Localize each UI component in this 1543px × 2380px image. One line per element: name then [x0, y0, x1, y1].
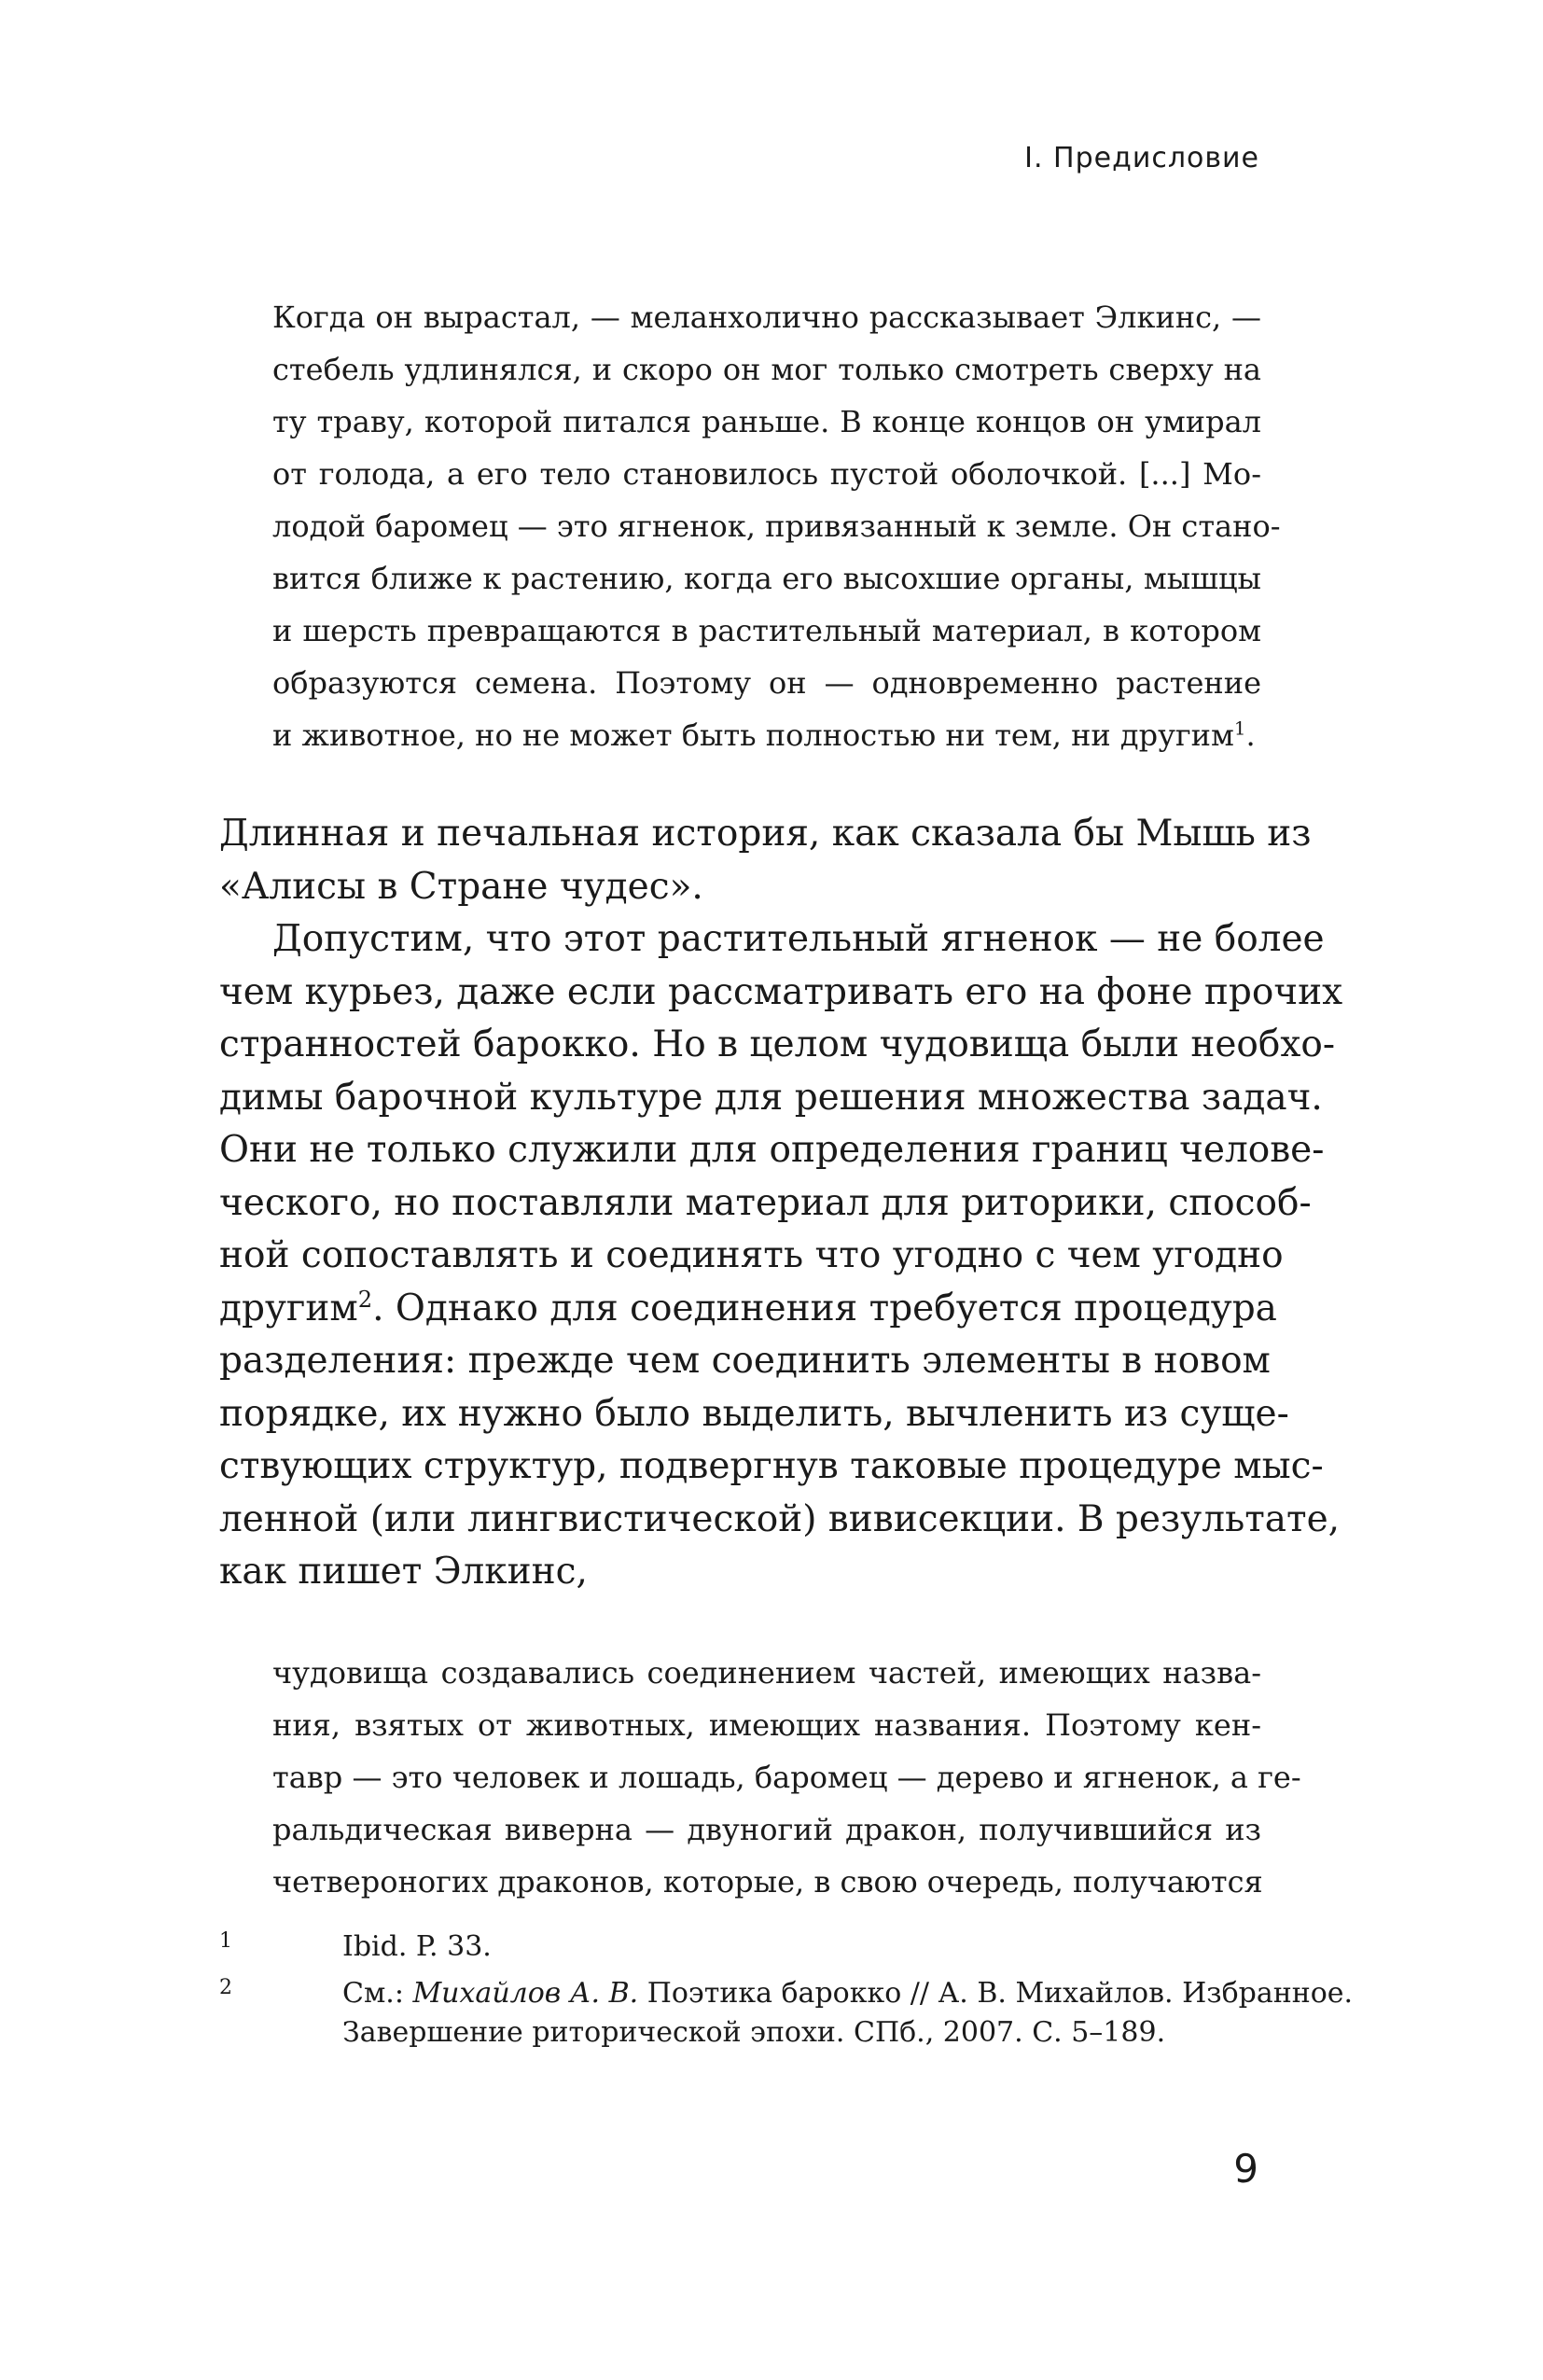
body-line-text: другим	[219, 1287, 358, 1329]
block-quote-2	[272, 1647, 1301, 1908]
footnote-2	[219, 1974, 1354, 2053]
body-line-tail: . Однако для соединения требуется процедура	[372, 1287, 1277, 1329]
quote-line: ту траву, которой питался раньше. В конце концов он умирал	[272, 404, 1261, 439]
body-line: как пишет Элкинс,	[219, 1551, 588, 1593]
body-line: Допустим, что этот растительный ягненок — не более	[272, 918, 1325, 960]
quote-line: от голода, а его тело становилось пустой оболочкой. [...] Мо-	[272, 456, 1261, 492]
footnote-ref-1[interactable]: 1	[1233, 717, 1246, 740]
quote-line: тавр — это человек и лошадь, баромец — дерево и ягненок, а ге-	[272, 1760, 1301, 1795]
body-line: странностей барокко. Но в целом чудовища были необхо-	[219, 1023, 1336, 1065]
quote-line: ральдическая виверна — двуногий дракон, получившийся из	[272, 1812, 1261, 1847]
body-line: чем курьез, даже если рассматривать его на фоне прочих	[219, 970, 1343, 1013]
quote-line: чудовища создавались соединением частей, имеющих назва-	[272, 1655, 1261, 1691]
quote-line: Когда он вырастал, — меланхолично рассказывает Элкинс, —	[272, 299, 1261, 335]
footnote-rest: Поэтика барокко // А. В. Михайлов. Избранное.	[638, 1977, 1354, 2010]
footnote-text	[342, 1974, 1354, 2013]
quote-line: ния, взятых от животных, имеющих названия. Поэтому кен-	[272, 1707, 1261, 1743]
body-line: Они не только служили для определения границ челове-	[219, 1129, 1325, 1171]
footnote-prefix: См.:	[342, 1977, 413, 2010]
body-line-with-ref	[219, 1283, 1277, 1336]
quote-line: вится ближе к растению, когда его высохшие органы, мышцы	[272, 561, 1261, 596]
body-line: Длинная и печальная история, как сказала бы Мышь из	[219, 813, 1312, 855]
footnote-number: 2	[219, 1976, 232, 1999]
footnote-1	[219, 1928, 1261, 1967]
footnote-text-line2: Завершение риторической эпохи. СПб., 2007. С. 5–189.	[342, 2016, 1166, 2049]
quote-line-text: и животное, но не может быть полностью ни тем, ни другим	[272, 717, 1234, 753]
footnote-text: Ibid. P. 33.	[342, 1930, 492, 1963]
footnotes	[219, 1928, 1354, 2060]
body-line: ствующих структур, подвергнув таковые процедуре мыс-	[219, 1445, 1324, 1487]
body-line: ческого, но поставляли материал для риторики, способ-	[219, 1181, 1312, 1224]
body-text	[219, 808, 1343, 1599]
quote-line: четвероногих драконов, которые, в свою очередь, получаются	[272, 1864, 1263, 1900]
block-quote-1	[272, 291, 1281, 761]
footnote-ref-2[interactable]: 2	[357, 1286, 373, 1313]
footnote-author: Михайлов А. В.	[412, 1977, 639, 2010]
running-header: I. Предисловие	[1024, 142, 1259, 174]
body-line: димы барочной культуре для решения множества задач.	[219, 1076, 1323, 1119]
body-line: «Алисы в Стране чудес».	[219, 865, 703, 908]
quote-line: лодой баромец — это ягненок, привязанный к земле. Он стано-	[272, 508, 1281, 544]
body-line: ной сопоставлять и соединять что угодно с чем угодно	[219, 1234, 1284, 1276]
quote-line: и шерсть превращаются в растительный материал, в котором	[272, 613, 1261, 648]
page-number: 9	[1233, 2146, 1258, 2192]
quote-line-last: и животное, но не может быть полностью ни тем, ни другим$^1$.	[272, 717, 1256, 753]
body-line: разделения: прежде чем соединить элементы в новом	[219, 1340, 1271, 1382]
quote-line: образуются семена. Поэтому он — одновременно растение	[272, 665, 1261, 701]
body-line: порядке, их нужно было выделить, вычленить из суще-	[219, 1392, 1289, 1435]
body-line: ленной (или лингвистической) вивисекции. В результате,	[219, 1497, 1341, 1540]
quote-line: стебель удлинялся, и скоро он мог только смотреть сверху на	[272, 352, 1261, 387]
footnote-number: 1	[219, 1929, 232, 1953]
